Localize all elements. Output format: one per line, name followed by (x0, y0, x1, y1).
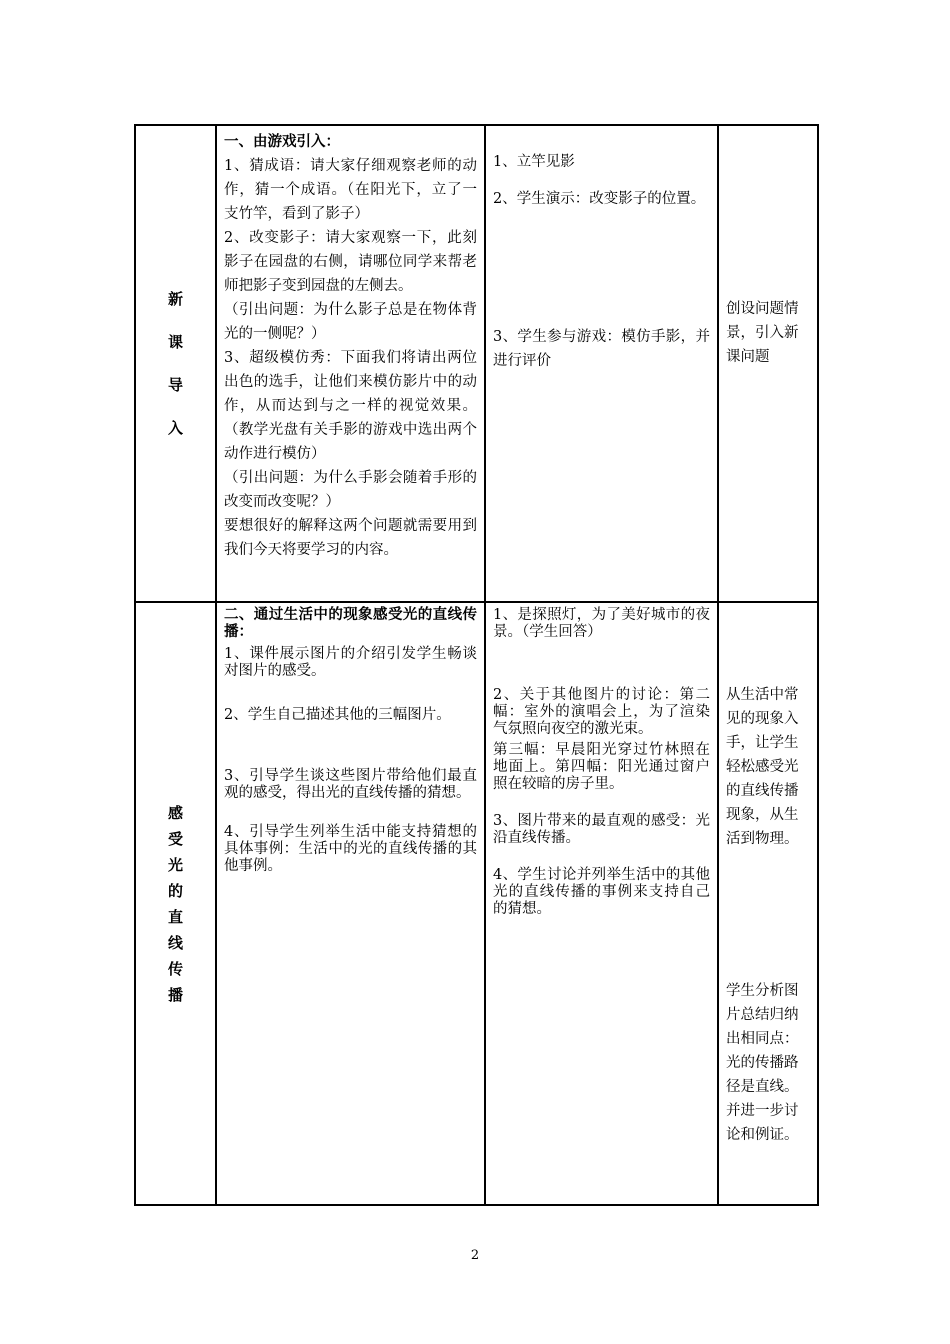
teacher-note: （引出问题：为什么手影会随着手形的改变而改变呢？） (224, 470, 477, 510)
teacher-activity-cell (216, 602, 485, 1205)
section-heading: 二、通过生活中的现象感受光的直线传播： (224, 607, 477, 640)
student-step: 3、学生参与游戏：模仿手影，并进行评价 (493, 329, 710, 369)
lesson-plan-table (134, 124, 819, 1206)
design-intent-cell (718, 125, 818, 602)
teacher-step: 3、超级模仿秀：下面我们将请出两位出色的选手，让他们来模仿影片中的动作，从而达到与之一样的视觉效果。（教学光盘有关手影的游戏中选出两个动作进行模仿） (224, 350, 477, 462)
teacher-activity-cell (216, 125, 485, 602)
teacher-note: （引出问题：为什么影子总是在物体背光的一侧呢？） (224, 302, 477, 342)
student-step: 4、学生讨论并列举生活中的其他光的直线传播的事例来支持自己的猜想。 (493, 867, 710, 917)
teacher-step: 要想很好的解释这两个问题就需要用到我们今天将要学习的内容。 (224, 518, 477, 558)
student-step: 2、学生演示：改变影子的位置。 (493, 191, 706, 207)
student-step: 1、是探照灯，为了美好城市的夜景。（学生回答） (493, 607, 710, 640)
design-intent: 创设问题情景，引入新课问题 (726, 301, 799, 365)
design-intent-cell (718, 602, 818, 1205)
teacher-step: 3、引导学生谈这些图片带给他们最直观的感受，得出光的直线传播的猜想。 (224, 768, 477, 801)
student-activity-cell (485, 602, 718, 1205)
student-step: 2、关于其他图片的讨论：第二幅：室外的演唱会上，为了渲染气氛照向夜空的激光束。 (493, 687, 710, 737)
section-heading: 一、由游戏引入： (224, 134, 340, 150)
design-intent: 从生活中常见的现象入手，让学生轻松感受光的直线传播现象，从生活到物理。 (726, 687, 799, 847)
teacher-step: 2、学生自己描述其他的三幅图片。 (224, 707, 451, 723)
teacher-step: 4、引导学生列举生活中能支持猜想的具体事例：生活中的光的直线传播的其他事例。 (224, 824, 477, 874)
table-row-propagation (135, 602, 818, 1205)
stage-label: 新课导入 (167, 289, 183, 437)
stage-cell (135, 125, 216, 602)
student-step: 第三幅：早晨阳光穿过竹林照在地面上。第四幅：阳光通过窗户照在较暗的房子里。 (493, 742, 710, 792)
design-intent: 学生分析图片总结归纳出相同点：光的传播路径是直线。并进一步讨论和例证。 (726, 983, 799, 1143)
stage-cell (135, 602, 216, 1205)
teacher-step: 1、猜成语：请大家仔细观察老师的动作，猜一个成语。（在阳光下，立了一支竹竿，看到了影子） (224, 158, 477, 222)
teacher-step: 2、改变影子：请大家观察一下，此刻影子在园盘的右侧，请哪位同学来帮老师把影子变到园盘的左侧去。 (224, 230, 477, 294)
table-row-intro (135, 125, 818, 602)
stage-label: 感受光的直线传播 (167, 803, 183, 1004)
teacher-step: 1、课件展示图片的介绍引发学生畅谈对图片的感受。 (224, 646, 477, 679)
student-step: 1、立竿见影 (493, 154, 575, 170)
page-number: 2 (470, 1248, 480, 1263)
student-activity-cell (485, 125, 718, 602)
student-step: 3、图片带来的最直观的感受：光沿直线传播。 (493, 813, 710, 846)
